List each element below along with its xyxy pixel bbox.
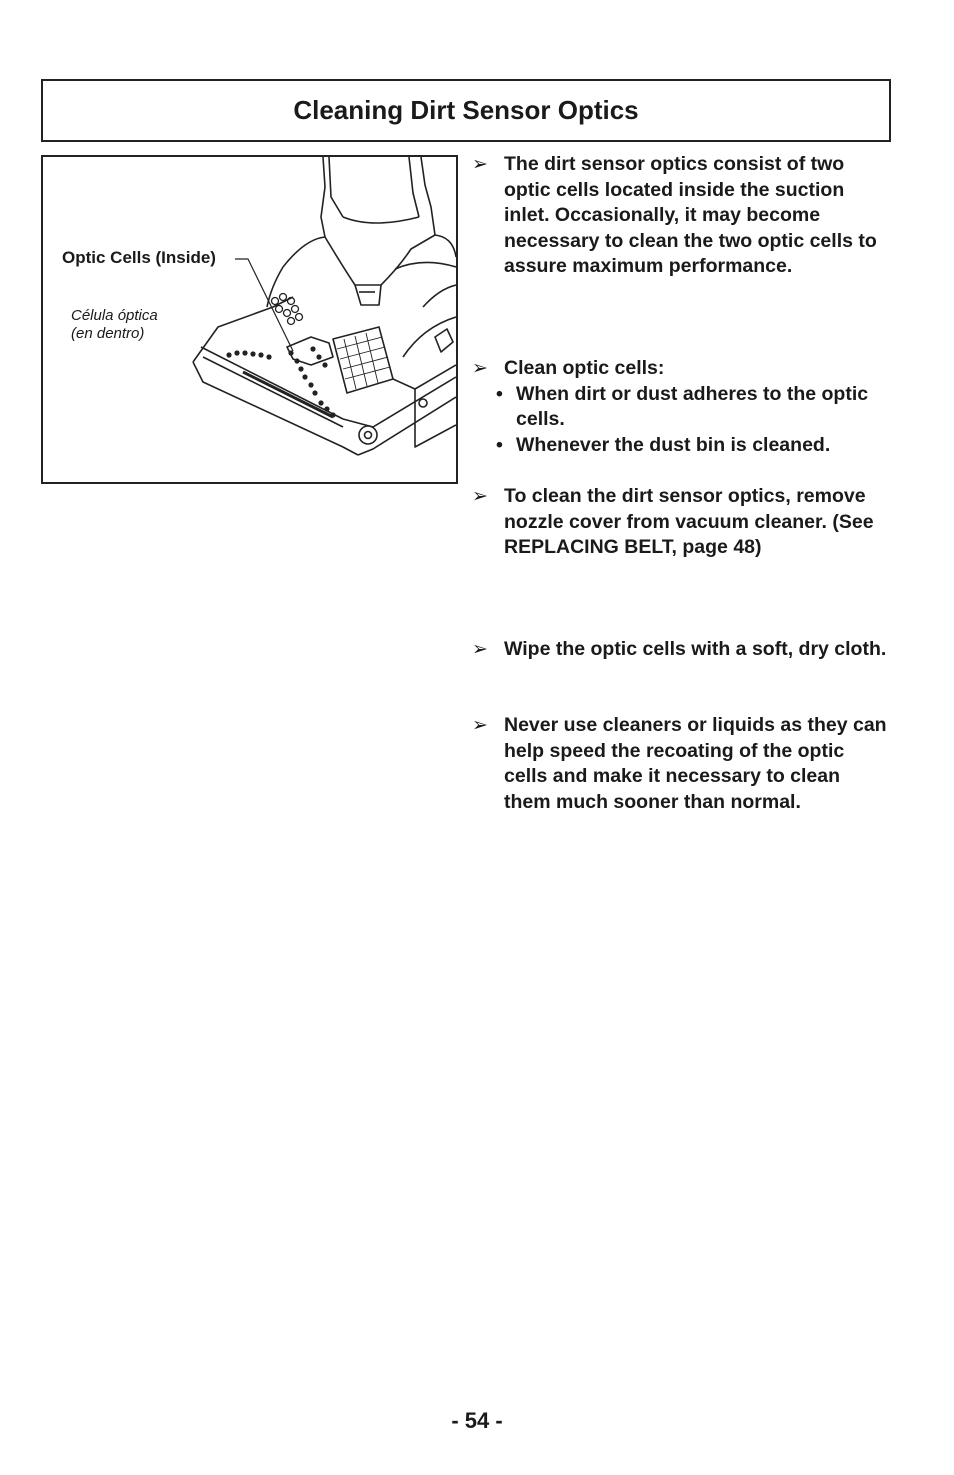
callout-es-line2: (en dentro) <box>71 325 145 342</box>
optic-cells-callout: Optic Cells (Inside) <box>62 248 216 267</box>
title-box <box>41 79 891 142</box>
instruction-text-3: To clean the dirt sensor optics, remove nozzle cover from vacuum cleaner. (See REPLACING BELT, page 48) <box>504 485 874 558</box>
arrow-bullet-icon: ➢ <box>472 358 488 379</box>
illustration-panel <box>41 155 458 484</box>
bullet-dot-icon: • <box>496 433 503 456</box>
sub-bullet-2 <box>496 433 892 459</box>
instruction-text-1: The dirt sensor optics consist of two optic cells located inside the suction inlet. Occasionally, it may become necessary to clean the two optic cells to assure maximum performance. <box>504 153 877 277</box>
instruction-item-2 <box>472 356 892 458</box>
sub-bullet-text-1: When dirt or dust adheres to the optic cells. <box>516 382 869 430</box>
sub-bullet-text-2: Whenever the dust bin is cleaned. <box>516 433 831 456</box>
page-title: Cleaning Dirt Sensor Optics <box>293 95 639 125</box>
instruction-text-2: Clean optic cells: <box>504 357 665 379</box>
instruction-text-4: Wipe the optic cells with a soft, dry cloth. <box>504 638 887 660</box>
sub-bullet-1 <box>496 382 892 433</box>
arrow-bullet-icon: ➢ <box>472 639 488 660</box>
callout-es-line1: Célula óptica <box>71 307 158 324</box>
instruction-item-1 <box>472 152 892 280</box>
page-number: - 54 - <box>451 1408 503 1433</box>
instruction-item-5 <box>472 713 892 815</box>
instruction-item-3 <box>472 484 892 561</box>
instruction-text-5: Never use cleaners or liquids as they can help speed the recoating of the optic cells and make it necessary to clean them much sooner than normal. <box>504 714 887 813</box>
arrow-bullet-icon: ➢ <box>472 154 488 175</box>
optic-cells-callout-spanish <box>71 307 158 343</box>
bullet-dot-icon: • <box>496 382 503 405</box>
instruction-item-4 <box>472 637 892 663</box>
arrow-bullet-icon: ➢ <box>472 486 488 507</box>
arrow-bullet-icon: ➢ <box>472 715 488 736</box>
